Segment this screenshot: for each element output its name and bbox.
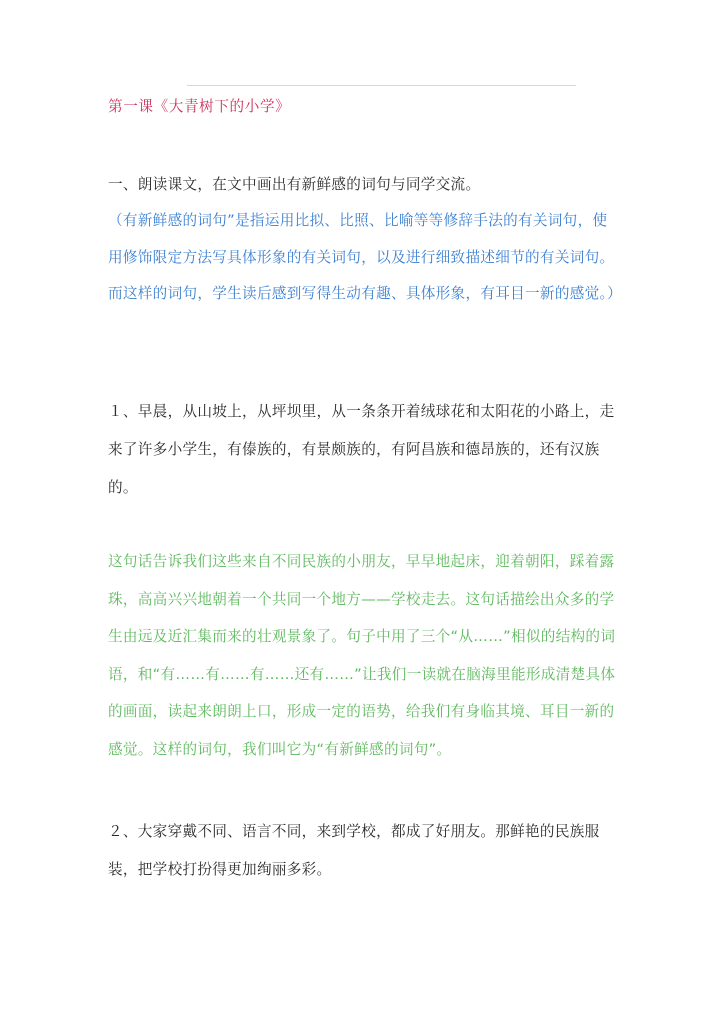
section-heading: 一、朗读课文，在文中画出有新鲜感的词句与同学交流。 — [108, 176, 481, 193]
top-divider — [187, 85, 576, 86]
definition-note: （有新鲜感的词句”是指运用比拟、比照、比喻等等修辞手法的有关词句，使用修饰限定方法写具体形象的有关词句，以及进行细致描述细节的有关词句。而这样的词句，学生读后感到写得生动有趣、具体形象，有耳目一新的感觉。） — [108, 212, 622, 303]
example-paragraph-1: １、早晨，从山坡上，从坪坝里，从一条条开着绒球花和太阳花的小路上，走来了许多小学生，有傣族的，有景颇族的，有阿昌族和德昂族的，还有汉族的。 — [108, 403, 615, 496]
analysis-paragraph: 这句话告诉我们这些来自不同民族的小朋友，早早地起床，迎着朝阳，踩着露珠，高高兴兴地朝着一个共同一个地方——学校走去。这句话描绘出众多的学生由远及近汇集而来的壮观景象了。句子中用了三个“从……”相似的结构的词语，和“有……有……有……还有……”让我们一读就在脑海里能形成清楚具体的画面，读起来朗朗上口，形成一定的语势，给我们有身临其境、耳目一新的感觉。这样的词句，我们叫它为“有新鲜感的词句”。 — [108, 553, 616, 758]
example-paragraph-2: ２、大家穿戴不同、语言不同，来到学校，都成了好朋友。那鲜艳的民族服装，把学校打扮得更加绚丽多彩。 — [108, 823, 600, 878]
lesson-title: 第一课《大青树下的小学》 — [108, 98, 291, 115]
